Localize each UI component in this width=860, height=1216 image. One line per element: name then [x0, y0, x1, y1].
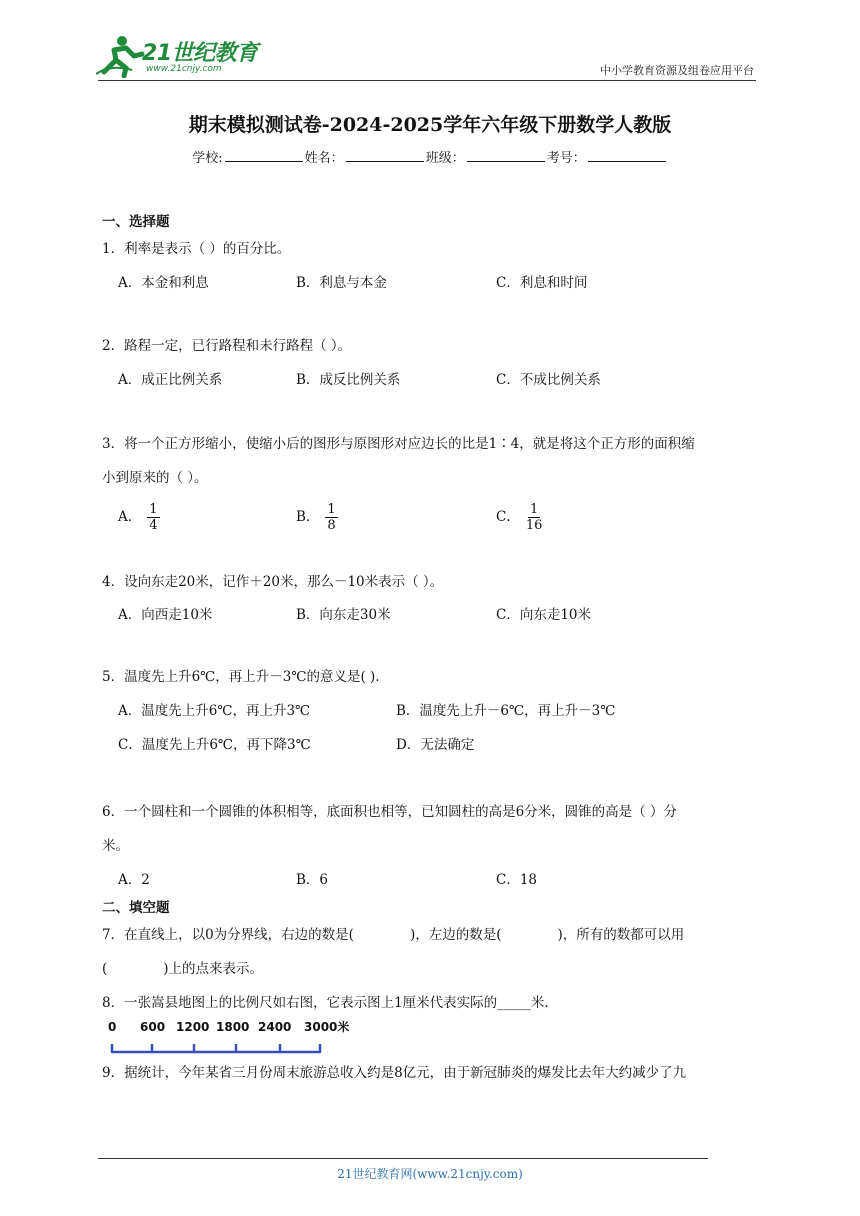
header-divider [98, 80, 756, 81]
question-7-line-1: 7．在直线上，以0为分界线，右边的数是( )，左边的数是( )，所有的数都可以用 [102, 927, 685, 943]
class-blank[interactable] [467, 149, 545, 162]
scale-ruler [106, 1016, 366, 1056]
platform-name: 中小学教育资源及组卷应用平台 [600, 64, 754, 77]
option-c[interactable]: C．温度先上升6℃，再下降3℃ [118, 737, 311, 753]
option-b[interactable]: B． $\frac{1}{8}$ [296, 501, 336, 533]
option-b[interactable]: B．温度先上升－6℃，再上升－3℃ [396, 703, 616, 719]
scale-label: 3000米 [304, 1020, 350, 1034]
option-c[interactable]: C． $\frac{1}{16}$ [496, 501, 543, 533]
question-3-options [102, 499, 766, 535]
fraction: $\frac{1}{4}$ [149, 501, 158, 533]
option-b[interactable]: B．向东走30米 [296, 607, 391, 623]
fraction: $\frac{1}{8}$ [327, 501, 336, 533]
question-3-stem-line-1: 3．将一个正方形缩小，使缩小后的图形与原图形对应边长的比是1∶4，就是将这个正方形的面积缩 [102, 436, 695, 452]
option-b[interactable]: B．成反比例关系 [296, 372, 401, 388]
footer-divider [98, 1158, 708, 1159]
question-2-options [102, 369, 766, 391]
question-body [102, 211, 766, 1084]
runner-logo-icon [96, 34, 146, 78]
question-6-options [102, 869, 766, 891]
logo-text: 21世纪教育 [142, 41, 258, 66]
option-a[interactable]: A． $\frac{1}{4}$ [118, 501, 158, 533]
scale-label: 0 [108, 1020, 117, 1034]
option-c[interactable]: C．利息和时间 [496, 275, 588, 291]
question-9-stem: 9．据统计，今年某省三月份周末旅游总收入约是8亿元，由于新冠肺炎的爆发比去年大约减少了九 [102, 1065, 687, 1081]
school-label: 学校: [192, 151, 223, 166]
student-info-line [0, 147, 860, 166]
question-1-options [102, 272, 766, 294]
logo [96, 34, 266, 78]
question-7-line-2: ( )上的点来表示。 [102, 961, 264, 977]
map-scale-bar [106, 1016, 366, 1056]
logo-url: www.21cnjy.com [146, 64, 222, 74]
option-c[interactable]: C．不成比例关系 [496, 372, 601, 388]
page-title: 期末模拟测试卷-2024-2025学年六年级下册数学人教版 [188, 114, 672, 136]
footer-link[interactable]: 21世纪教育网(www.21cnjy.com) [337, 1167, 523, 1181]
exam-no-blank[interactable] [588, 149, 666, 162]
option-d[interactable]: D．无法确定 [396, 737, 475, 753]
name-blank[interactable] [346, 149, 424, 162]
fraction: $\frac{1}{16}$ [525, 501, 543, 533]
question-8-stem: 8．一张嵩县地图上的比例尺如右图，它表示图上1厘米代表实际的_____米. [102, 995, 549, 1011]
exam-no-label: 考号： [546, 151, 586, 166]
option-a[interactable]: A．成正比例关系 [118, 372, 223, 388]
school-blank[interactable] [225, 149, 303, 162]
option-b[interactable]: B．6 [296, 872, 329, 888]
option-a[interactable]: A．2 [118, 872, 150, 888]
question-6-stem-line-1: 6．一个圆柱和一个圆锥的体积相等，底面积也相等，已知圆柱的高是6分米，圆锥的高是（ ）分 [102, 804, 677, 820]
scale-label: 2400 [258, 1020, 292, 1034]
scale-label: 1800 [216, 1020, 250, 1034]
option-c[interactable]: C．向东走10米 [496, 607, 592, 623]
question-5-options-row-2 [102, 734, 766, 756]
section-heading-choice: 一、选择题 [102, 214, 170, 230]
question-6-stem-line-2: 米。 [102, 838, 129, 854]
option-a[interactable]: A．本金和利息 [118, 275, 209, 291]
class-label: 班级： [425, 151, 465, 166]
question-4-options [102, 604, 766, 626]
option-c[interactable]: C．18 [496, 872, 538, 888]
question-3-stem-line-2: 小到原来的（ ）。 [102, 470, 208, 486]
question-5-options-row-1 [102, 700, 766, 722]
name-label: 姓名： [304, 151, 344, 166]
question-5-stem: 5．温度先上升6℃，再上升－3℃的意义是( ). [102, 669, 380, 685]
scale-label: 1200 [176, 1020, 210, 1034]
option-a[interactable]: A．向西走10米 [118, 607, 213, 623]
option-b[interactable]: B．利息与本金 [296, 275, 387, 291]
question-4-stem: 4．设向东走20米，记作＋20米，那么－10米表示（ ）。 [102, 574, 444, 590]
question-1-stem: 1．利率是表示（ ）的百分比。 [102, 241, 291, 257]
page-header [0, 0, 860, 90]
option-a[interactable]: A．温度先上升6℃，再上升3℃ [118, 703, 311, 719]
section-heading-fill: 二、填空题 [102, 900, 170, 916]
question-2-stem: 2．路程一定，已行路程和未行路程（ ）。 [102, 338, 352, 354]
scale-label: 600 [140, 1020, 166, 1034]
